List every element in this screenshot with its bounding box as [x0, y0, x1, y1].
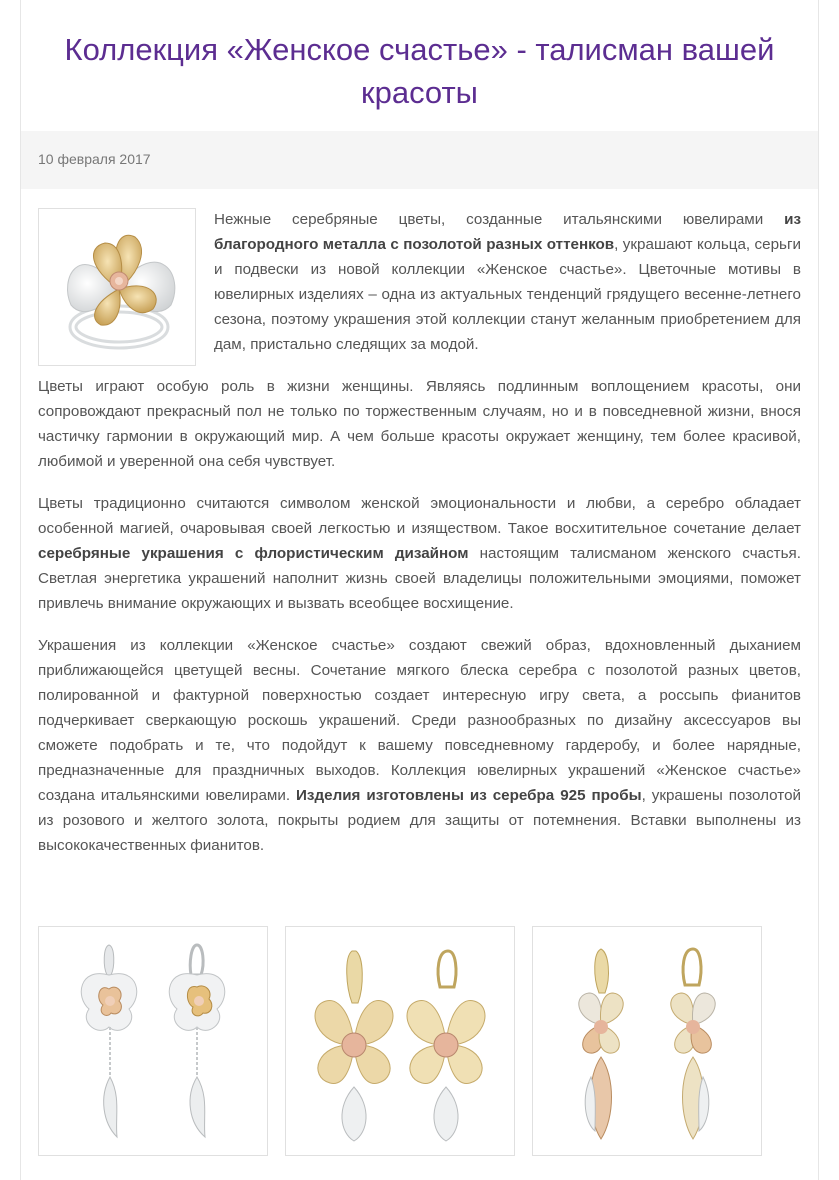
paragraph-3-bold: серебряные украшения с флористическим дизайном	[38, 545, 469, 562]
paragraph-1-bold: из благородного металла с позолотой разных оттенков	[214, 211, 801, 253]
earrings-image-1[interactable]	[38, 926, 268, 1156]
paragraph-2-text: Цветы играют особую роль в жизни женщины. Являясь подлинным воплощением красоты, они сопровождают прекрасный пол не только по торжественным случаям, но и в повседневной жизни, внося частичку гармонии в окружающий мир. А чем больше красоты окружает женщину, тем более красивой, любимой и уверенной она себя чувствует.	[38, 378, 801, 470]
earrings-illustration-1	[39, 927, 267, 1155]
article-date: 10 февраля 2017	[38, 151, 151, 167]
article-meta-bar	[21, 131, 818, 189]
earrings-illustration-3	[533, 927, 761, 1155]
paragraph-1-text-a: Нежные серебряные цветы, созданные итальянскими ювелирами	[214, 211, 785, 228]
paragraph-4	[38, 633, 801, 858]
paragraph-3-text-a: Цветы традиционно считаются символом женской эмоциональности и любви, а серебро обладает особенной магией, очаровывая своей легкостью и изяществом. Такое восхитительное сочетание делает	[38, 495, 801, 537]
earrings-illustration-2	[286, 927, 514, 1155]
ring-illustration	[39, 209, 195, 365]
earrings-image-2[interactable]	[285, 926, 515, 1156]
earrings-image-3[interactable]	[532, 926, 762, 1156]
paragraph-4-text-b: , украшены позолотой из розового и желтого золота, покрыты родием для защиты от потемнения. Вставки выполнены из высококачественных фианитов.	[38, 787, 801, 854]
paragraph-2	[38, 374, 801, 474]
paragraph-3	[38, 491, 801, 616]
article-title: Коллекция «Женское счастье» - талисман вашей красоты	[64, 32, 775, 110]
paragraph-1-text-b: , украшают кольца, серьги и подвески из новой коллекции «Женское счастье». Цветочные мотивы в ювелирных изделиях – одна из актуальных тенденций грядущего весенне-летнего сезона, поэтому украшения этой коллекции станут желанным приобретением для дам, пристально следящих за модой.	[214, 236, 801, 353]
paragraph-3-text-b: настоящим талисманом женского счастья. Светлая энергетика украшений наполнит жизнь своей владелицы положительными эмоциями, поможет привлечь внимание окружающих и вызвать всеобщее восхищение.	[38, 545, 801, 612]
paragraph-4-bold: Изделия изготовлены из серебра 925 пробы	[296, 787, 642, 804]
earrings-gallery	[38, 926, 801, 1156]
paragraph-4-text-a: Украшения из коллекции «Женское счастье» создают свежий образ, вдохновленный дыханием приближающейся цветущей весны. Сочетание мягкого блеска серебра с позолотой разных цветов, полированной и фактурной поверхностью создает интересную игру света, а россыпь фианитов подчеркивает сверкающую роскошь украшений. Среди разнообразных по дизайну аксессуаров вы сможете подобрать и те, что подойдут к вашему повседневному гардеробу, и более нарядные, предназначенные для праздничных выходов. Коллекция ювелирных украшений «Женское счастье» создана итальянскими ювелирами.	[38, 637, 801, 804]
ring-image	[38, 208, 196, 366]
article-body	[38, 207, 801, 875]
